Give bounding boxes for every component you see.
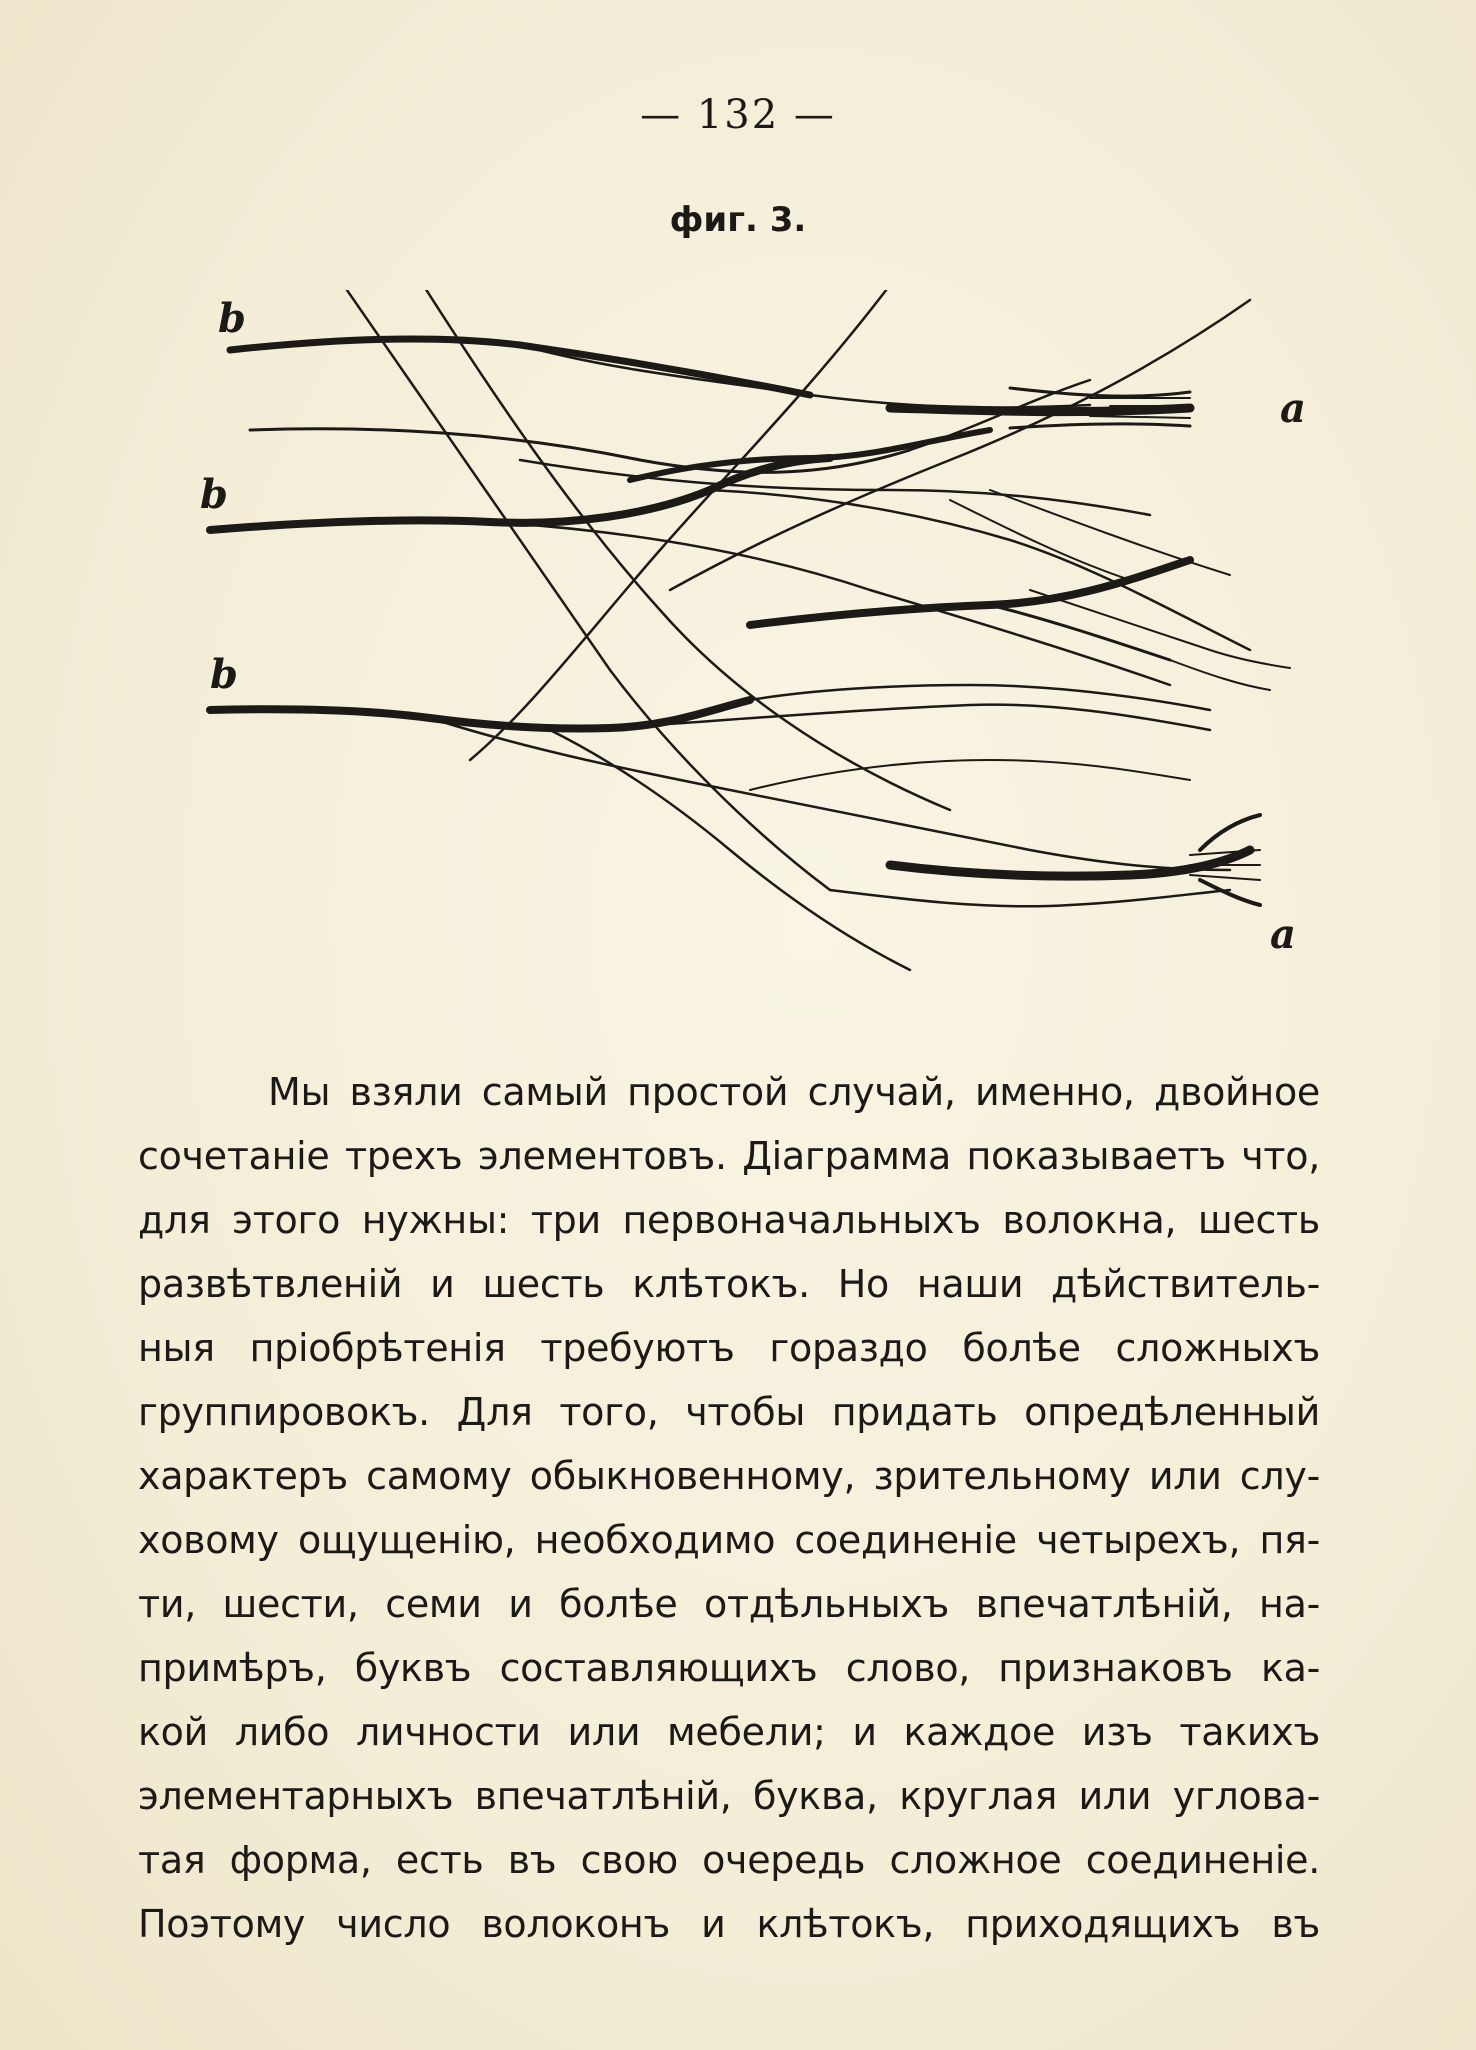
label-b3: b (210, 651, 238, 698)
page-number: — 132 — (640, 92, 836, 138)
label-b1: b (218, 295, 246, 342)
fiber-b2 (210, 458, 830, 530)
text-line: примѣръ, буквъ составляющихъ слово, признаковъ ка- (138, 1646, 1320, 1690)
text-line: ховому ощущенію, необходимо соединеніе четырехъ, пя- (138, 1518, 1320, 1562)
label-b2: b (200, 471, 228, 518)
label-a2: a (1270, 911, 1296, 958)
fiber-b1-branch (520, 345, 1090, 408)
text-line: характеръ самому обыкновенному, зрительному или слу- (138, 1454, 1320, 1498)
text-line: сочетаніе трехъ элементовъ. Діаграмма показываетъ что, (138, 1134, 1320, 1178)
text-line: Поэтому число волоконъ и клѣтокъ, приходящихъ въ (138, 1902, 1320, 1946)
cell-a1 (890, 408, 1190, 412)
text-line: кой либо личности или мебели; и каждое изъ такихъ (138, 1710, 1320, 1754)
text-line: ти, шести, семи и болѣе отдѣльныхъ впечатлѣній, на- (138, 1582, 1320, 1626)
cell-right-middle (750, 560, 1190, 625)
cell-middle (630, 430, 990, 480)
nerve-fiber-diagram (190, 290, 1330, 990)
label-a1: a (1280, 385, 1306, 432)
fiber-b1 (230, 339, 810, 395)
text-line: тая форма, есть въ свою очередь сложное соединеніе. (138, 1838, 1320, 1882)
text-line: для этого нужны: три первоначальныхъ волокна, шесть (138, 1198, 1320, 1242)
body-text (138, 1060, 1320, 1956)
text-line: Мы взяли самый простой случай, именно, двойное (268, 1070, 1320, 1114)
figure-label: фиг. 3. (669, 200, 807, 240)
text-line: элементарныхъ впечатлѣній, буква, круглая или углова- (138, 1774, 1320, 1818)
text-line: группировокъ. Для того, чтобы придать опредѣленный (138, 1390, 1320, 1434)
text-line: развѣтвленій и шесть клѣтокъ. Но наши дѣйствитель- (138, 1262, 1320, 1306)
text-line: ныя пріобрѣтенія требуютъ гораздо болѣе сложныхъ (138, 1326, 1320, 1370)
